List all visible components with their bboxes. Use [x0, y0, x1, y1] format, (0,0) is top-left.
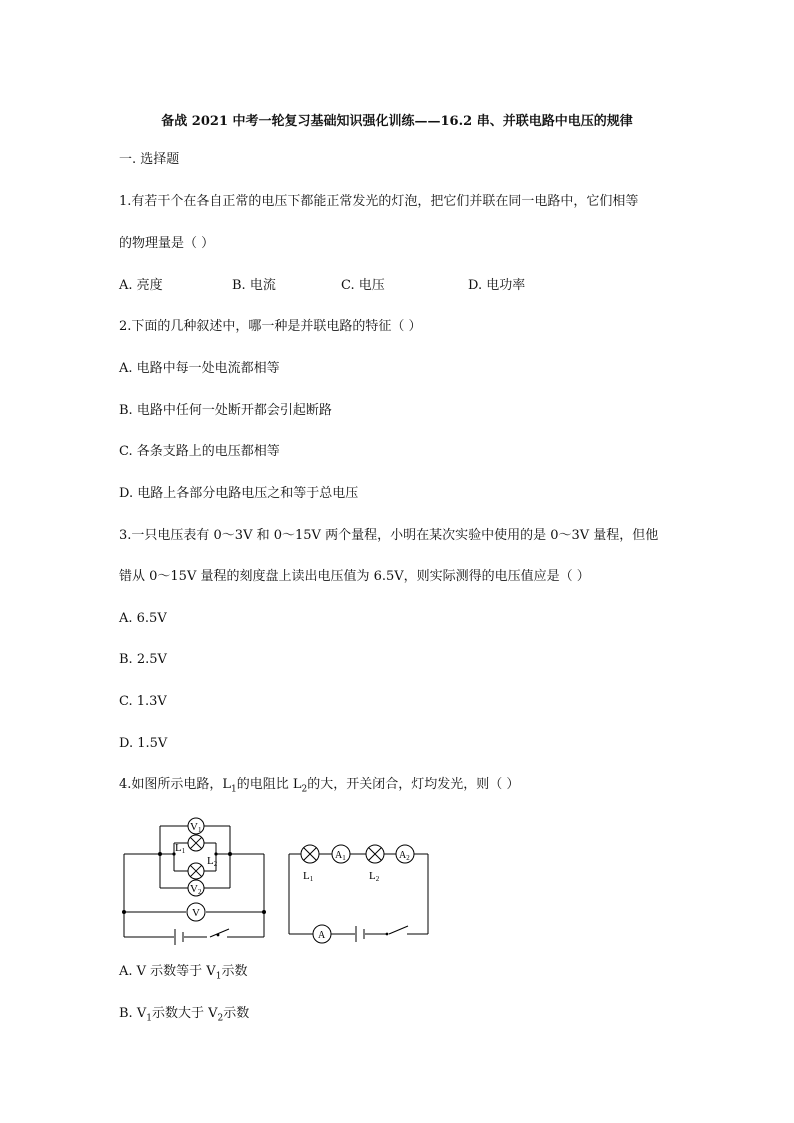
- circuit-figure: [0, 800, 794, 960]
- question-2-option-c: C. 各条支路上的电压都相等: [119, 444, 280, 459]
- right-l2-label: L2: [369, 870, 380, 883]
- left-v2-label: V2: [190, 883, 202, 896]
- right-a-label: A: [318, 930, 326, 941]
- question-1-stem-line1: 1.有若干个在各自正常的电压下都能正常发光的灯泡，把它们并联在同一电路中，它们相等: [119, 194, 639, 209]
- right-l1-label: L1: [303, 870, 314, 883]
- right-a2-label: $A_2$: [399, 850, 410, 862]
- left-v-label: V: [192, 907, 200, 919]
- question-4-stem: 4.如图所示电路，$L_1$的电阻比 $L_2$的大，开关闭合，灯均发光，则（ ）: [119, 777, 520, 795]
- question-2-option-a: A. 电路中每一处电流都相等: [119, 361, 280, 376]
- question-1-option-d: D. 电功率: [468, 278, 526, 293]
- question-3-option-d: D. 1.5V: [119, 736, 168, 751]
- question-1-stem-line2: 的物理量是（ ）: [119, 236, 215, 251]
- question-3-stem-line2: 错从 0～15V 量程的刻度盘上读出电压值为 6.5V，则实际测得的电压值应是（ ）: [119, 569, 590, 584]
- question-1-option-b: B. 电流: [232, 278, 276, 293]
- right-a1-label: $A_1$: [335, 850, 346, 862]
- question-3-stem-line1: 3.一只电压表有 0～3V 和 0～15V 两个量程，小明在某次实验中使用的是 0～3V 量程，但他: [119, 528, 659, 543]
- question-4-option-b: B. $V_1$示数大于 $V_2$示数: [119, 1006, 250, 1024]
- question-2-option-b: B. 电路中任何一处断开都会引起断路: [119, 403, 332, 418]
- question-3-option-b: B. 2.5V: [119, 652, 167, 667]
- question-1-option-a: A. 亮度: [119, 278, 163, 293]
- question-3-option-c: C. 1.3V: [119, 694, 167, 709]
- page-title: 备战 2021 中考一轮复习基础知识强化训练——16.2 串、并联电路中电压的规律: [161, 114, 633, 129]
- section-heading: 一. 选择题: [119, 152, 180, 167]
- left-l1-label: L1: [175, 842, 186, 855]
- question-2-option-d: D. 电路上各部分电路电压之和等于总电压: [119, 486, 359, 501]
- left-v1-label: V1: [190, 821, 202, 834]
- left-l2-label: L2: [207, 855, 218, 868]
- question-4-option-a: A. V 示数等于 $V_1$示数: [119, 964, 248, 982]
- question-2-stem: 2.下面的几种叙述中，哪一种是并联电路的特征（ ）: [119, 319, 422, 334]
- question-3-option-a: A. 6.5V: [119, 611, 167, 626]
- question-1-option-c: C. 电压: [341, 278, 385, 293]
